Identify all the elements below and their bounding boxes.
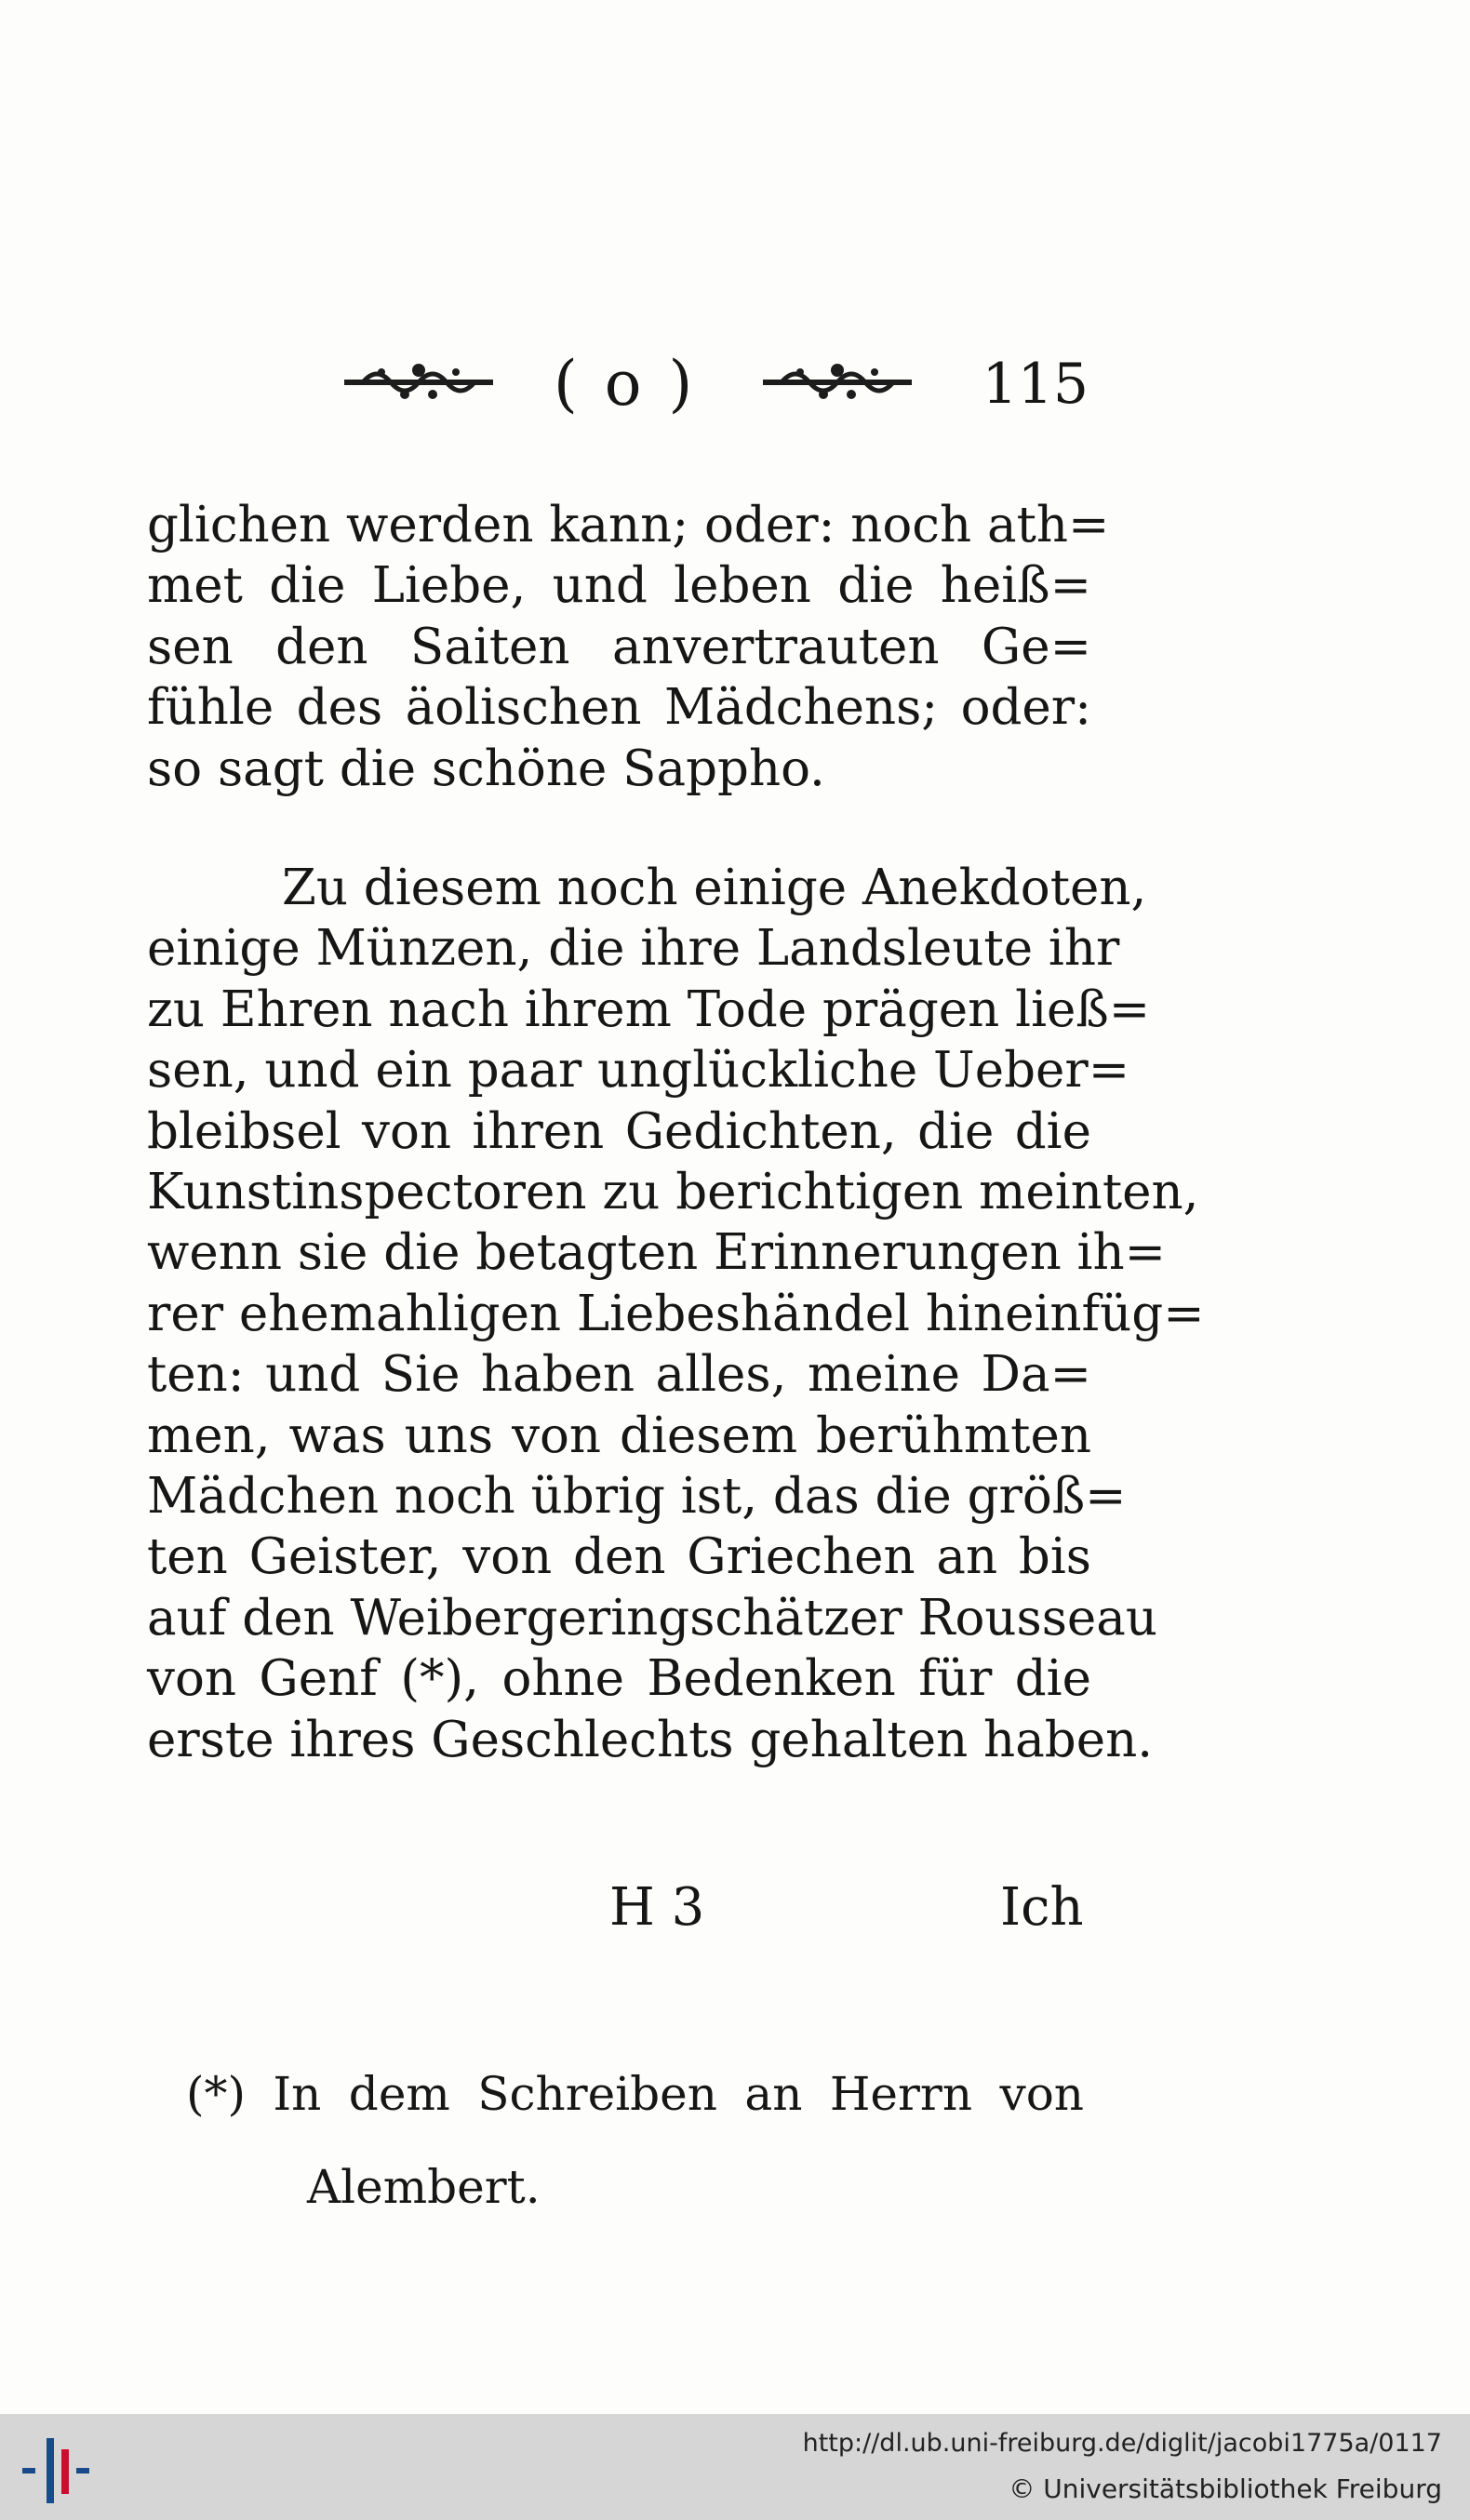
text-line: wenn sie die betagten Erinnerungen ih=: [147, 1224, 1167, 1282]
text-line: Mädchen noch übrig ist, das die größ=: [147, 1468, 1127, 1526]
catchword: Ich: [1000, 1877, 1084, 1938]
text-line: Zu diesem noch einige Anekdoten,: [282, 860, 1147, 916]
text-line: sen den Saiten anvertrauten Ge=: [147, 618, 1091, 675]
running-header: [344, 342, 1089, 426]
header-ornament-text: ( o ): [554, 348, 697, 420]
text-line: auf den Weibergeringschätzer Rousseau: [147, 1589, 1158, 1647]
floral-ornament-icon: [344, 361, 493, 406]
text-line: zu Ehren nach ihrem Tode prägen ließ=: [147, 980, 1151, 1038]
page-number: 115: [982, 352, 1089, 417]
floral-ornament-icon: [763, 361, 912, 406]
paragraph-2: [147, 858, 1205, 1770]
signature-mark: H 3: [609, 1877, 705, 1938]
ub-freiburg-logo-icon[interactable]: [13, 2433, 97, 2507]
footnote-line-1: (*) In dem Schreiben an Herrn von: [186, 2067, 1084, 2121]
text-line: erste ihres Geschlechts gehalten haben.: [147, 1711, 1154, 1768]
page-url-link[interactable]: http://dl.ub.uni-freiburg.de/diglit/jacobi1775a/0117: [802, 2429, 1442, 2458]
text-line: glichen werden kann; oder: noch ath=: [147, 497, 1110, 553]
text-line: met die Liebe, und leben die heiß=: [147, 557, 1091, 615]
text-line: einige Münzen, die ihre Landsleute ihr: [147, 920, 1120, 978]
footnote-line-2: Alembert.: [307, 2160, 541, 2214]
text-line: ten: und Sie haben alles, meine Da=: [147, 1346, 1091, 1404]
text-line: men, was uns von diesem berühmten: [147, 1407, 1091, 1464]
text-line: Kunstinspectoren zu berichtigen meinten,: [147, 1164, 1199, 1221]
viewer-footer: [0, 2414, 1470, 2520]
text-line: ten Geister, von den Griechen an bis: [147, 1528, 1091, 1586]
text-line: so sagt die schöne Sappho.: [147, 740, 825, 797]
text-line: rer ehemahligen Liebeshändel hineinfüg=: [147, 1285, 1205, 1342]
text-line: bleibsel von ihren Gedichten, die die: [147, 1102, 1091, 1160]
text-line: fühle des äolischen Mädchens; oder:: [147, 679, 1091, 737]
text-line: sen, und ein paar unglückliche Ueber=: [147, 1042, 1130, 1100]
paragraph-1: [147, 495, 1110, 799]
copyright-text: © Universitätsbibliothek Freiburg: [1009, 2473, 1442, 2504]
text-line: von Genf (*), ohne Bedenken für die: [147, 1650, 1091, 1708]
